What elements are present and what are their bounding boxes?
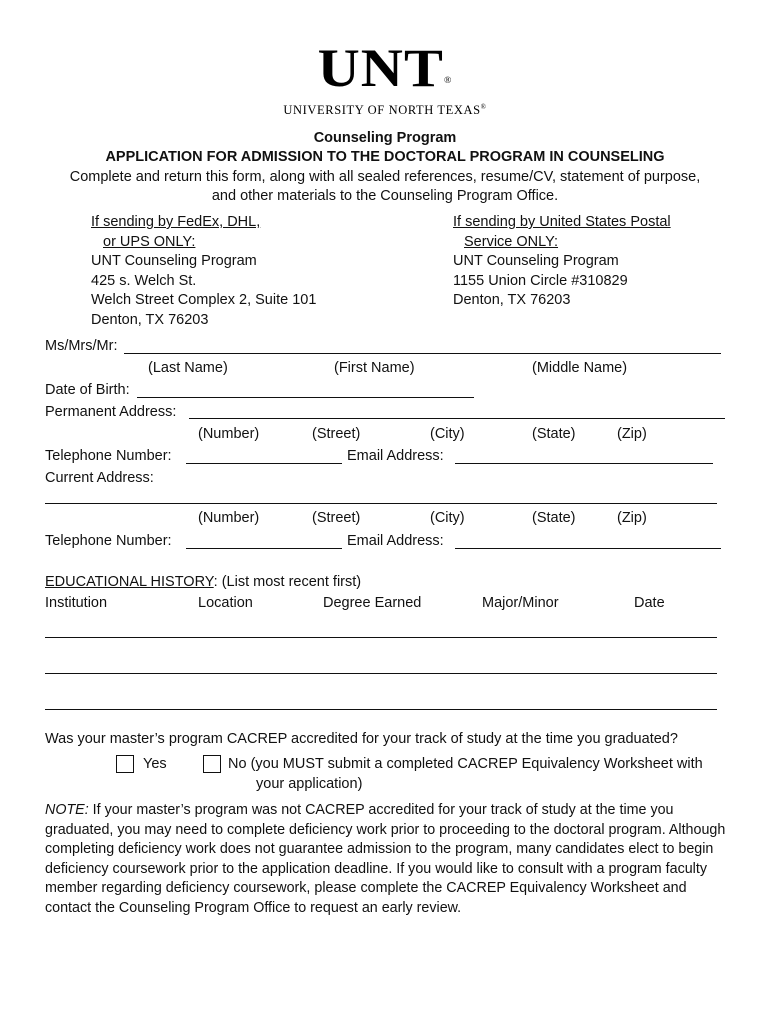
education-heading: EDUCATIONAL HISTORY: (List most recent first)	[45, 574, 362, 590]
dob-field[interactable]	[137, 397, 474, 398]
email-label-1: Email Address:	[347, 448, 444, 464]
courier-line-3: Welch Street Complex 2, Suite 101	[91, 292, 317, 308]
dob-label: Date of Birth:	[45, 382, 130, 398]
permanent-address-field[interactable]	[189, 418, 725, 419]
courier-heading-2: or UPS ONLY:	[103, 234, 196, 250]
no-label: No (you MUST submit a completed CACREP Equivalency Worksheet with	[228, 756, 703, 772]
perm-state-caption: (State)	[532, 426, 576, 442]
usps-line-3: Denton, TX 76203	[453, 292, 571, 308]
yes-checkbox[interactable]	[116, 755, 134, 773]
telephone-field-1[interactable]	[186, 463, 342, 464]
courier-line-2: 425 s. Welch St.	[91, 273, 197, 289]
no-label-continued: your application)	[256, 776, 363, 792]
perm-street-caption: (Street)	[312, 426, 361, 442]
first-name-caption: (First Name)	[334, 360, 415, 376]
email-field-1[interactable]	[455, 463, 713, 464]
page-title: APPLICATION FOR ADMISSION TO THE DOCTORAL PROGRAM IN COUNSELING	[105, 149, 665, 165]
telephone-label-2: Telephone Number:	[45, 533, 172, 549]
curr-zip-caption: (Zip)	[617, 510, 647, 526]
instructions-line-2: and other materials to the Counseling Program Office.	[211, 188, 559, 204]
last-name-caption: (Last Name)	[148, 360, 228, 376]
note-paragraph	[45, 801, 735, 919]
courier-line-1: UNT Counseling Program	[91, 253, 257, 269]
email-field-2[interactable]	[455, 548, 721, 549]
name-field[interactable]	[124, 353, 721, 354]
university-name: UNIVERSITY OF NORTH TEXAS®	[283, 103, 487, 117]
usps-line-2: 1155 Union Circle #310829	[453, 273, 628, 289]
logo-text: UNT	[317, 38, 444, 98]
name-label: Ms/Mrs/Mr:	[45, 338, 118, 354]
current-address-field[interactable]	[45, 503, 717, 504]
note-text: If your master’s program was not CACREP accredited for your track of study at the time you graduated, you may need to complete deficiency work prior to proceeding to the doctoral program. Although completing deficiency work does not guarantee admission to the program, many candidates elect to begin deficiency coursework prior to the application deadline. If you would like to consult with a program faculty member regarding deficiency coursework, please complete the CACREP Equivalency Worksheet and contact the Counseling Program Office to request an early review.	[45, 802, 726, 916]
perm-city-caption: (City)	[430, 426, 465, 442]
permanent-address-label: Permanent Address:	[45, 404, 177, 420]
note-label: NOTE:	[45, 802, 89, 818]
education-row-3[interactable]	[45, 709, 717, 710]
telephone-field-2[interactable]	[186, 548, 342, 549]
curr-street-caption: (Street)	[312, 510, 361, 526]
curr-state-caption: (State)	[532, 510, 576, 526]
usps-heading-2: Service ONLY:	[464, 234, 559, 250]
perm-number-caption: (Number)	[198, 426, 260, 442]
program-name: Counseling Program	[313, 130, 457, 146]
usps-heading-1: If sending by United States Postal	[453, 214, 671, 230]
education-row-1[interactable]	[45, 637, 717, 638]
middle-name-caption: (Middle Name)	[532, 360, 628, 376]
courier-line-4: Denton, TX 76203	[91, 312, 209, 328]
cacrep-question: Was your master’s program CACREP accredited for your track of study at the time you graduated?	[45, 731, 678, 747]
yes-label: Yes	[143, 756, 167, 772]
curr-number-caption: (Number)	[198, 510, 260, 526]
curr-city-caption: (City)	[430, 510, 465, 526]
unt-logo	[0, 40, 770, 96]
perm-zip-caption: (Zip)	[617, 426, 647, 442]
no-checkbox[interactable]	[203, 755, 221, 773]
current-address-label: Current Address:	[45, 470, 154, 486]
column-degree: Degree Earned	[323, 595, 422, 611]
column-location: Location	[198, 595, 253, 611]
column-date: Date	[634, 595, 665, 611]
logo-registered-mark: ®	[443, 75, 453, 85]
instructions-line-1: Complete and return this form, along with all sealed references, resume/CV, statement of purpose,	[69, 169, 701, 185]
column-institution: Institution	[45, 595, 108, 611]
email-label-2: Email Address:	[347, 533, 444, 549]
usps-line-1: UNT Counseling Program	[453, 253, 619, 269]
education-row-2[interactable]	[45, 673, 717, 674]
telephone-label-1: Telephone Number:	[45, 448, 172, 464]
courier-heading-1: If sending by FedEx, DHL,	[91, 214, 261, 230]
column-major: Major/Minor	[482, 595, 559, 611]
